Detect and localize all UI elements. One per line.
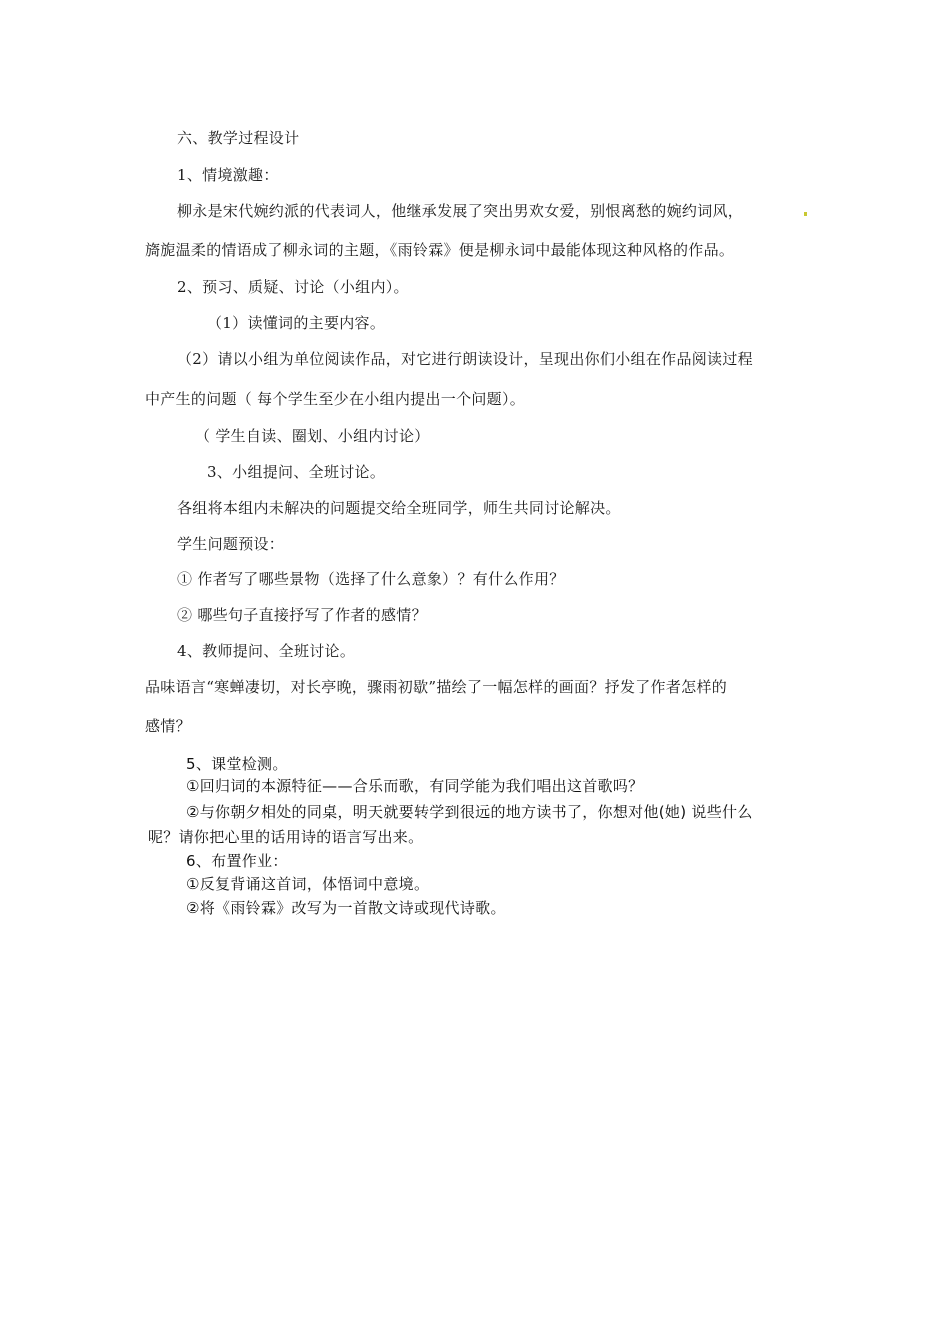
step5-item2-line2: 呢？请你把心里的话用诗的语言写出来。: [148, 828, 424, 846]
step4-title: 4、教师提问、全班讨论。: [177, 642, 356, 660]
step3-title: 3、小组提问、全班讨论。: [207, 463, 386, 481]
step2-item2-line2: 中产生的问题（ 每个学生至少在小组内提出一个问题）。: [145, 390, 526, 408]
step5-item2-line1: ②与你朝夕相处的同桌，明天就要转学到很远的地方读书了，你想对他(她) 说些什么: [186, 803, 753, 821]
step3-question2: ② 哪些句子直接抒写了作者的感情？: [177, 606, 427, 624]
step2-note: （ 学生自读、圈划、小组内讨论）: [195, 427, 430, 445]
step5-title: 5、课堂检测。: [186, 755, 288, 773]
step6-title: 6、布置作业：: [186, 852, 288, 870]
step2-item2-line1: （2）请以小组为单位阅读作品，对它进行朗读设计，呈现出你们小组在作品阅读过程: [177, 350, 753, 368]
step1-para-line2: 旖旎温柔的情语成了柳永词的主题，《雨铃霖》便是柳永词中最能体现这种风格的作品。: [145, 241, 735, 259]
section-heading: 六、教学过程设计: [177, 129, 300, 147]
step5-item1: ①回归词的本源特征——合乐而歌，有同学能为我们唱出这首歌吗？: [186, 777, 644, 795]
step2-title: 2、预习、质疑、讨论（小组内）。: [177, 278, 409, 296]
step1-para-line1: 柳永是宋代婉约派的代表词人，他继承发展了突出男欢女爱，别恨离愁的婉约词风，: [177, 202, 744, 220]
highlight-mark: [804, 212, 807, 216]
step6-item2: ②将《雨铃霖》改写为一首散文诗或现代诗歌。: [186, 899, 506, 917]
step2-item1: （1）读懂词的主要内容。: [207, 314, 386, 332]
step3-question1: ① 作者写了哪些景物（选择了什么意象）？有什么作用？: [177, 570, 565, 588]
step4-para-line1: 品味语言“寒蝉凄切，对长亭晚，骤雨初歇”描绘了一幅怎样的画面？抒发了作者怎样的: [145, 678, 728, 696]
step6-item1: ①反复背诵这首词，体悟词中意境。: [186, 875, 430, 893]
step4-para-line2: 感情？: [145, 717, 191, 735]
step1-title: 1、情境激趣：: [177, 166, 279, 184]
step3-para: 各组将本组内未解决的问题提交给全班同学，师生共同讨论解决。: [177, 499, 621, 517]
step3-preset-title: 学生问题预设：: [177, 535, 285, 553]
